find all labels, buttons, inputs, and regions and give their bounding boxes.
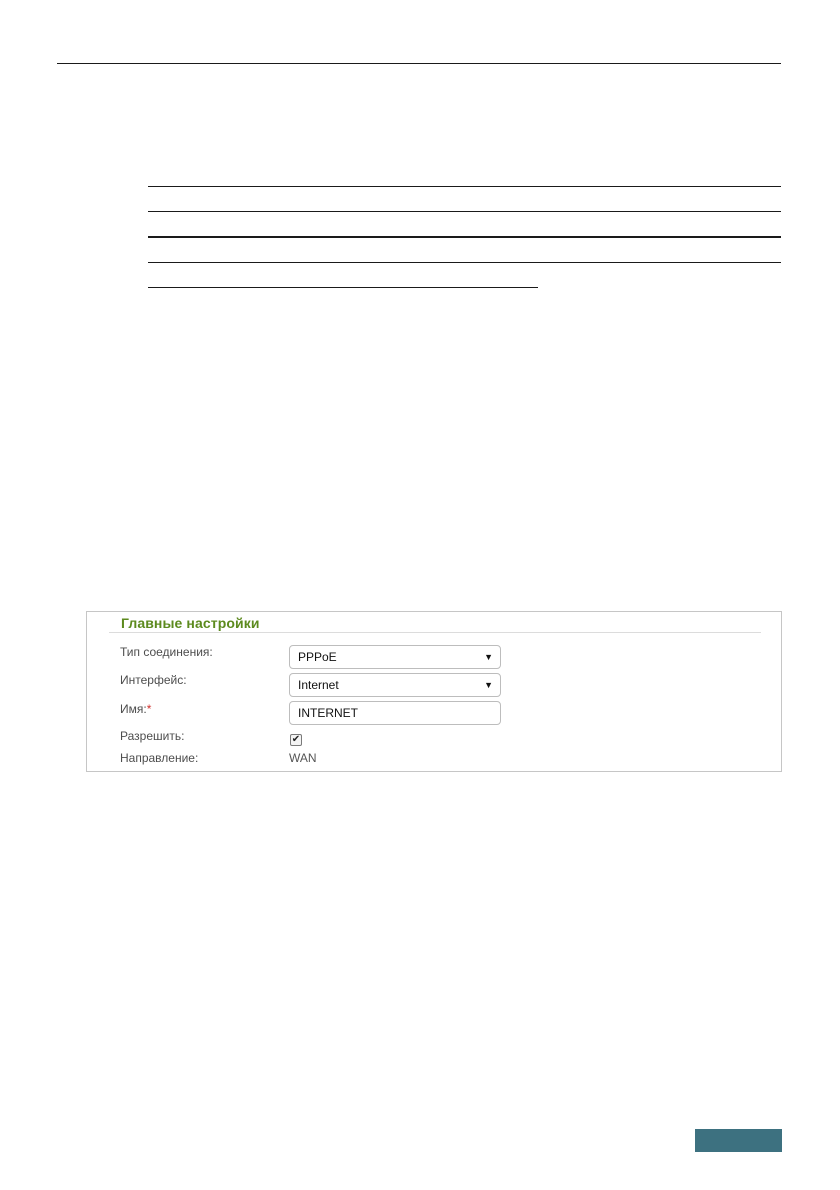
panel-divider: [109, 632, 761, 633]
table-rule: [148, 211, 781, 212]
required-mark: *: [146, 702, 152, 716]
connection-type-label: Тип соединения:: [120, 645, 213, 659]
interface-select[interactable]: [289, 673, 501, 697]
name-input[interactable]: [289, 701, 501, 725]
main-settings-panel: [86, 611, 782, 772]
dropdown-caret-icon: ▼: [484, 652, 493, 662]
name-label-text: Имя:: [120, 702, 147, 716]
page-number-tab: [695, 1129, 782, 1152]
enable-label: Разрешить:: [120, 729, 185, 743]
panel-title: Главные настройки: [121, 615, 260, 631]
table-rule: [148, 262, 781, 263]
name-label: [120, 702, 151, 716]
enable-checkbox[interactable]: [290, 734, 302, 746]
checkmark-icon: ✔: [291, 734, 301, 745]
direction-value: WAN: [289, 751, 317, 765]
interface-value: Internet: [298, 678, 339, 692]
interface-label: Интерфейс:: [120, 673, 187, 687]
header-rule: [57, 63, 781, 64]
table-rule: [148, 287, 538, 288]
table-rule: [148, 186, 781, 187]
connection-type-select[interactable]: [289, 645, 501, 669]
direction-label: Направление:: [120, 751, 199, 765]
table-rule: [148, 236, 781, 238]
connection-type-value: PPPoE: [298, 650, 337, 664]
dropdown-caret-icon: ▼: [484, 680, 493, 690]
